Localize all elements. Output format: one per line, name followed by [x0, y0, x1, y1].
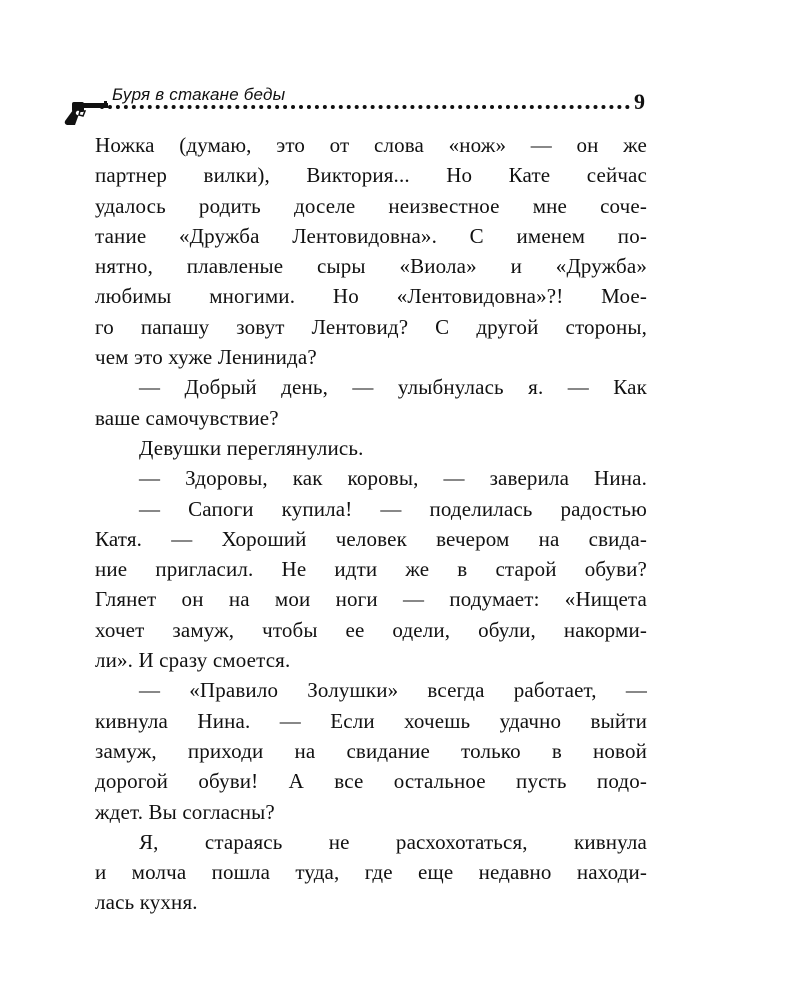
text-line: Катя. — Хороший человек вечером на свида-: [95, 526, 647, 551]
text-line: ли». И сразу смоется.: [95, 648, 291, 673]
revolver-icon: [62, 100, 110, 126]
text-line: Я, стараясь не расхохотаться, кивнула: [139, 829, 647, 854]
text-line: кивнула Нина. — Если хочешь удачно выйти: [95, 708, 647, 733]
text-line: любимы многими. Но «Лентовидовна»?! Мое-: [95, 284, 647, 309]
text-line: ваше самочувствие?: [95, 405, 279, 430]
text-line: — «Правило Золушки» всегда работает, —: [139, 678, 647, 703]
text-line: ждет. Вы согласны?: [95, 799, 275, 824]
text-line: удалось родить доселе неизвестное мне соче-: [95, 193, 647, 218]
text-line: дорогой обуви! А все остальное пусть подо-: [95, 769, 647, 794]
text-line: го папашу зовут Лентовид? С другой стороны,: [95, 314, 647, 339]
text-line: нятно, плавленые сыры «Виола» и «Дружба»: [95, 254, 647, 279]
text-line: и молча пошла туда, где еще недавно находи-: [95, 860, 647, 885]
text-line: Ножка (думаю, это от слова «нож» — он же: [95, 133, 647, 157]
text-line: хочет замуж, чтобы ее одели, обули, накорми-: [95, 617, 647, 642]
text-line: чем это хуже Ленинида?: [95, 345, 317, 370]
running-title: Буря в стакане беды: [112, 85, 286, 104]
text-line: ние пригласил. Не идти же в старой обуви?: [95, 557, 647, 582]
text-line: — Добрый день, — улыбнулась я. — Как: [139, 375, 647, 400]
text-line: тание «Дружба Лентовидовна». С именем по-: [95, 223, 647, 248]
text-line: замуж, приходи на свидание только в новой: [95, 738, 647, 763]
text-line: Глянет он на мои ноги — подумает: «Нищета: [95, 587, 647, 612]
text-line: лась кухня.: [95, 890, 198, 915]
text-line: Девушки переглянулись.: [139, 435, 364, 460]
text-line: партнер вилки), Виктория... Но Кате сейчас: [95, 163, 647, 188]
text-line: — Здоровы, как коровы, — заверила Нина.: [139, 466, 647, 491]
page-header: [62, 80, 652, 130]
dot-leader: [100, 105, 630, 109]
text-line: — Сапоги купила! — поделилась радостью: [139, 496, 647, 521]
text-body: [95, 130, 647, 918]
page-number: 9: [634, 89, 645, 114]
